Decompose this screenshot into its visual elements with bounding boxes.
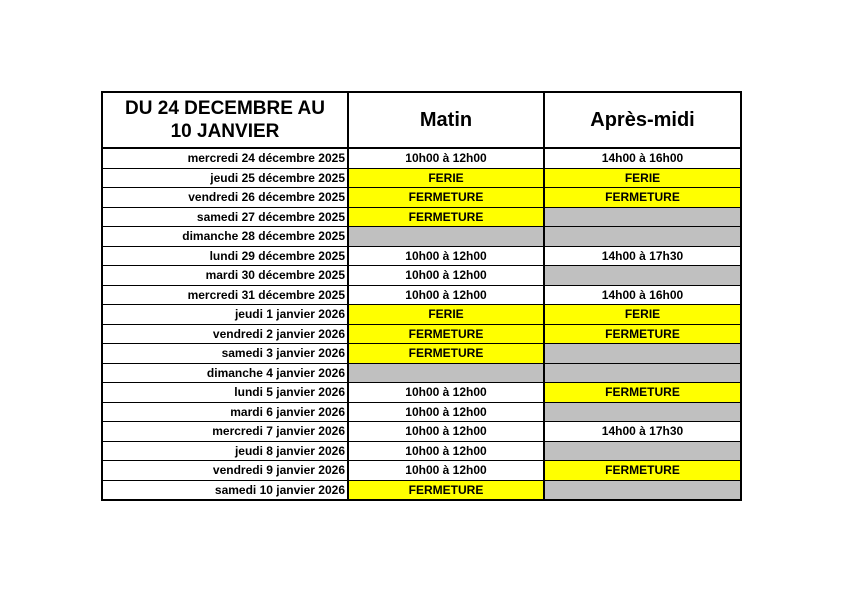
date-cell: jeudi 1 janvier 2026 (102, 305, 348, 325)
opening-hours-table (101, 91, 742, 501)
morning-slot: FERIE (348, 168, 544, 188)
date-cell: lundi 29 décembre 2025 (102, 246, 348, 266)
morning-slot: FERMETURE (348, 480, 544, 500)
date-cell: mardi 30 décembre 2025 (102, 266, 348, 286)
table-row (102, 363, 741, 383)
morning-slot: 10h00 à 12h00 (348, 285, 544, 305)
afternoon-slot: FERIE (544, 305, 741, 325)
afternoon-slot: FERIE (544, 168, 741, 188)
afternoon-slot: 14h00 à 16h00 (544, 285, 741, 305)
morning-slot: 10h00 à 12h00 (348, 383, 544, 403)
afternoon-slot: 14h00 à 16h00 (544, 148, 741, 168)
afternoon-slot (544, 402, 741, 422)
morning-slot: 10h00 à 12h00 (348, 441, 544, 461)
afternoon-slot (544, 266, 741, 286)
afternoon-slot (544, 480, 741, 500)
morning-slot: FERMETURE (348, 188, 544, 208)
table-row (102, 324, 741, 344)
table-row (102, 285, 741, 305)
table-row (102, 148, 741, 168)
table-row (102, 422, 741, 442)
afternoon-slot (544, 207, 741, 227)
date-cell: vendredi 9 janvier 2026 (102, 461, 348, 481)
date-cell: mercredi 31 décembre 2025 (102, 285, 348, 305)
period-line-2: 10 JANVIER (170, 121, 280, 142)
date-cell: samedi 3 janvier 2026 (102, 344, 348, 364)
afternoon-slot: FERMETURE (544, 461, 741, 481)
afternoon-slot (544, 227, 741, 247)
period-header (102, 92, 348, 148)
header-row (102, 92, 741, 148)
morning-header: Matin (348, 92, 544, 148)
date-cell: jeudi 25 décembre 2025 (102, 168, 348, 188)
morning-slot: 10h00 à 12h00 (348, 266, 544, 286)
table-body (102, 148, 741, 500)
morning-slot (348, 227, 544, 247)
date-cell: vendredi 26 décembre 2025 (102, 188, 348, 208)
afternoon-slot: 14h00 à 17h30 (544, 422, 741, 442)
afternoon-slot: FERMETURE (544, 383, 741, 403)
morning-slot: 10h00 à 12h00 (348, 148, 544, 168)
table-row (102, 461, 741, 481)
date-cell: lundi 5 janvier 2026 (102, 383, 348, 403)
table-header (102, 92, 741, 148)
table-row (102, 266, 741, 286)
afternoon-slot: 14h00 à 17h30 (544, 246, 741, 266)
date-cell: dimanche 4 janvier 2026 (102, 363, 348, 383)
afternoon-slot: FERMETURE (544, 188, 741, 208)
period-line-1: DU 24 DECEMBRE AU (125, 98, 325, 119)
table-row (102, 383, 741, 403)
table-row (102, 168, 741, 188)
date-cell: jeudi 8 janvier 2026 (102, 441, 348, 461)
morning-slot: FERMETURE (348, 344, 544, 364)
afternoon-slot (544, 363, 741, 383)
afternoon-slot (544, 344, 741, 364)
morning-slot: FERIE (348, 305, 544, 325)
morning-slot: FERMETURE (348, 207, 544, 227)
table-row (102, 402, 741, 422)
afternoon-header: Après-midi (544, 92, 741, 148)
table-row (102, 246, 741, 266)
morning-slot: 10h00 à 12h00 (348, 246, 544, 266)
afternoon-slot (544, 441, 741, 461)
table-row (102, 207, 741, 227)
table-row (102, 227, 741, 247)
date-cell: samedi 10 janvier 2026 (102, 480, 348, 500)
morning-slot: 10h00 à 12h00 (348, 422, 544, 442)
morning-slot: 10h00 à 12h00 (348, 402, 544, 422)
date-cell: dimanche 28 décembre 2025 (102, 227, 348, 247)
morning-slot: FERMETURE (348, 324, 544, 344)
table-row (102, 344, 741, 364)
date-cell: samedi 27 décembre 2025 (102, 207, 348, 227)
table-row (102, 188, 741, 208)
table-row (102, 441, 741, 461)
morning-slot (348, 363, 544, 383)
table-row (102, 305, 741, 325)
morning-slot: 10h00 à 12h00 (348, 461, 544, 481)
date-cell: mercredi 24 décembre 2025 (102, 148, 348, 168)
afternoon-slot: FERMETURE (544, 324, 741, 344)
date-cell: vendredi 2 janvier 2026 (102, 324, 348, 344)
date-cell: mercredi 7 janvier 2026 (102, 422, 348, 442)
date-cell: mardi 6 janvier 2026 (102, 402, 348, 422)
table-row (102, 480, 741, 500)
